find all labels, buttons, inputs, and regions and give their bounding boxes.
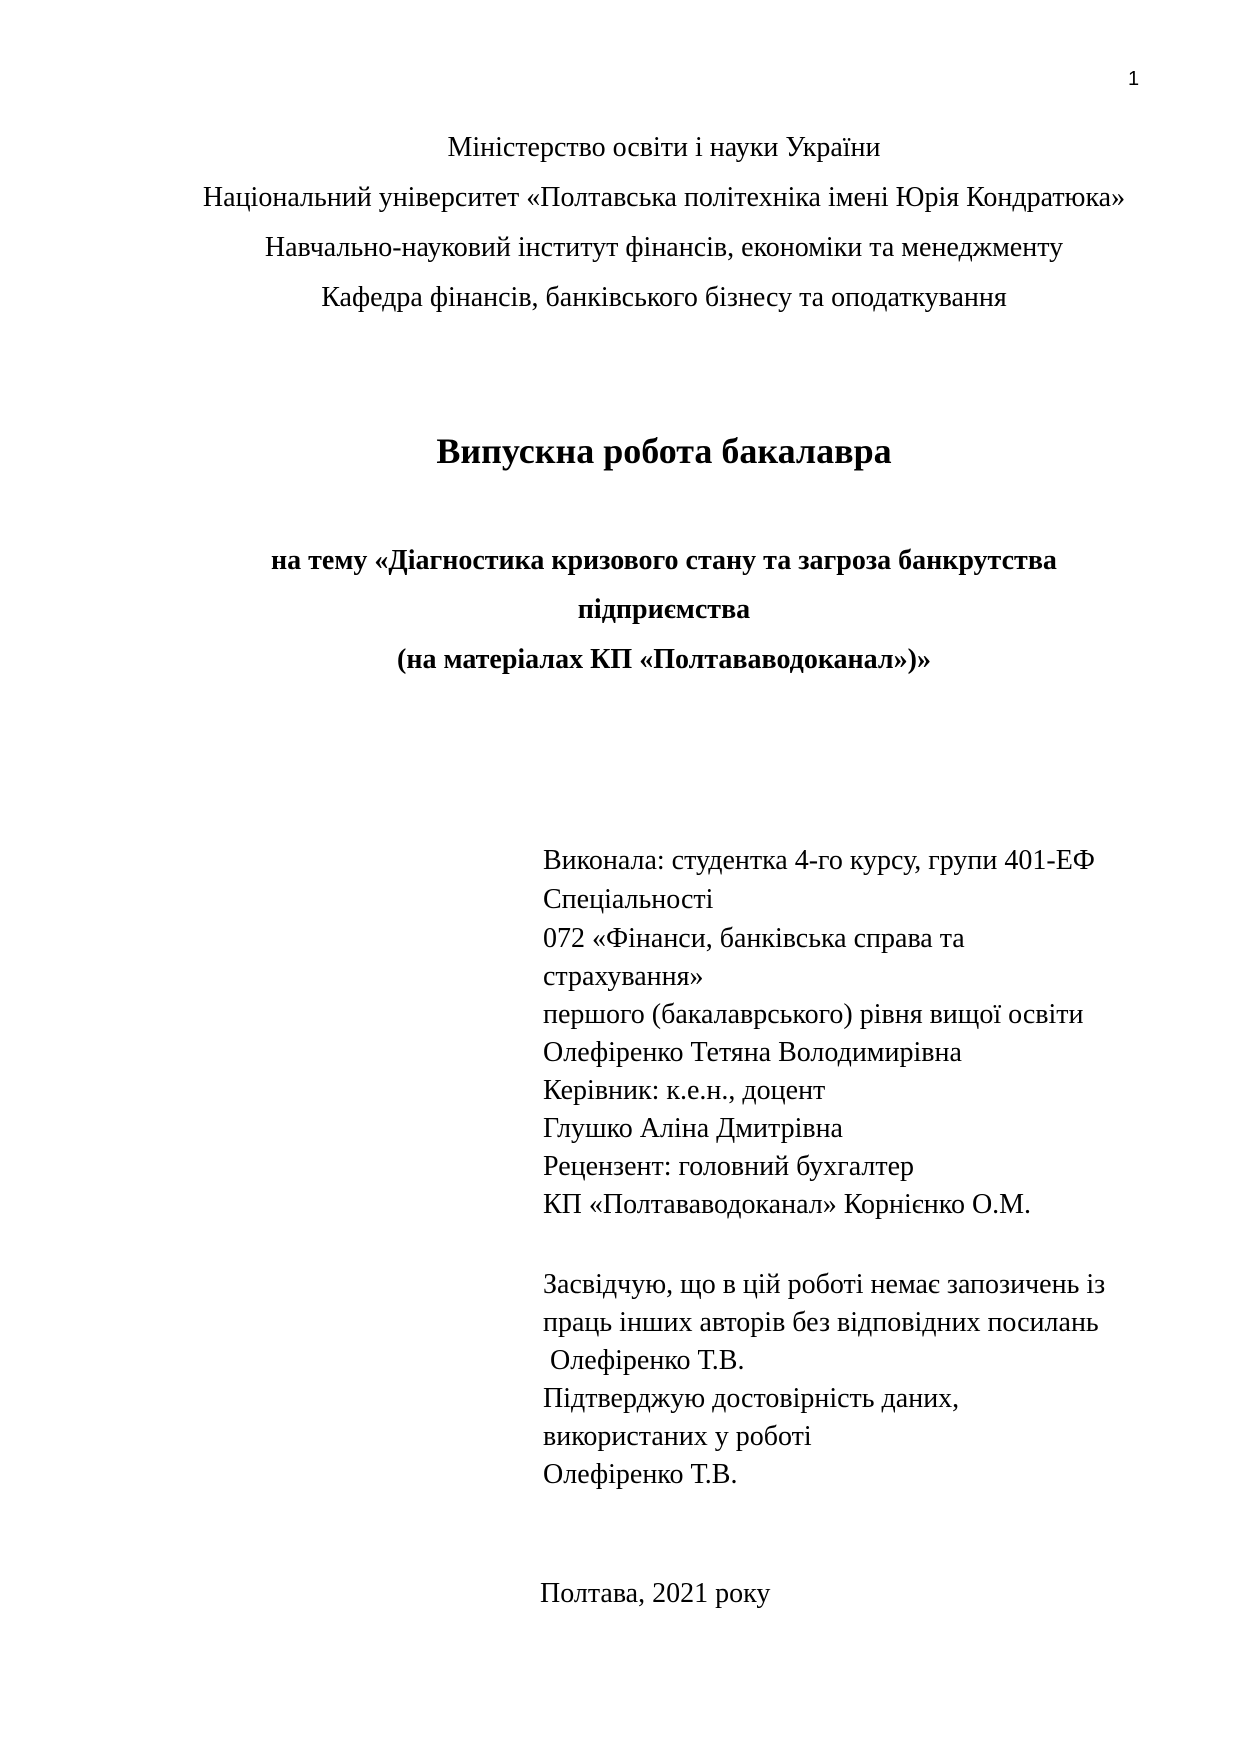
author-line: Олефіренко Тетяна Володимирівна	[543, 1037, 962, 1068]
author-line: Виконала: студентка 4-го курсу, групи 401-ЕФ	[543, 845, 1095, 876]
author-line: Глушко Аліна Дмитрівна	[543, 1113, 843, 1144]
topic-line-3: (на матеріалах КП «Полтававодоканал»)»	[397, 644, 931, 675]
author-line: Рецензент: головний бухгалтер	[543, 1151, 915, 1182]
department-heading: Кафедра фінансів, банківського бізнесу та оподаткування	[321, 282, 1007, 313]
institute-heading: Навчально-науковий інститут фінансів, економіки та менеджменту	[264, 232, 1064, 263]
page-number: 1	[1128, 68, 1140, 90]
city-year: Полтава, 2021 року	[540, 1578, 771, 1609]
author-line: КП «Полтававодоканал» Корнієнко О.М.	[543, 1189, 1032, 1220]
topic-line-2: підприємства	[577, 594, 751, 625]
certification-line: Олефіренко Т.В.	[543, 1345, 745, 1376]
certification-line: праць інших авторів без відповідних посилань	[543, 1307, 1099, 1338]
ministry-heading: Міністерство освіти і науки України	[447, 132, 881, 163]
certification-line: Засвідчую, що в цій роботі немає запозичень із	[543, 1269, 1106, 1300]
author-line: першого (бакалаврського) рівня вищої освіти	[543, 999, 1084, 1030]
certification-line: використаних у роботі	[543, 1421, 812, 1452]
certification-line: Підтверджую достовірність даних,	[543, 1383, 960, 1414]
author-line: страхування»	[543, 961, 704, 992]
certification-line: Олефіренко Т.В.	[543, 1459, 738, 1490]
author-line: Спеціальності	[543, 884, 714, 915]
author-line: 072 «Фінанси, банківська справа та	[543, 923, 965, 954]
document-title: Випускна робота бакалавра	[436, 431, 892, 471]
university-heading: Національний університет «Полтавська політехніка імені Юрія Кондратюка»	[202, 182, 1126, 213]
author-line: Керівник: к.е.н., доцент	[543, 1075, 826, 1106]
topic-line-1: на тему «Діагностика кризового стану та загроза банкрутства	[271, 545, 1057, 576]
